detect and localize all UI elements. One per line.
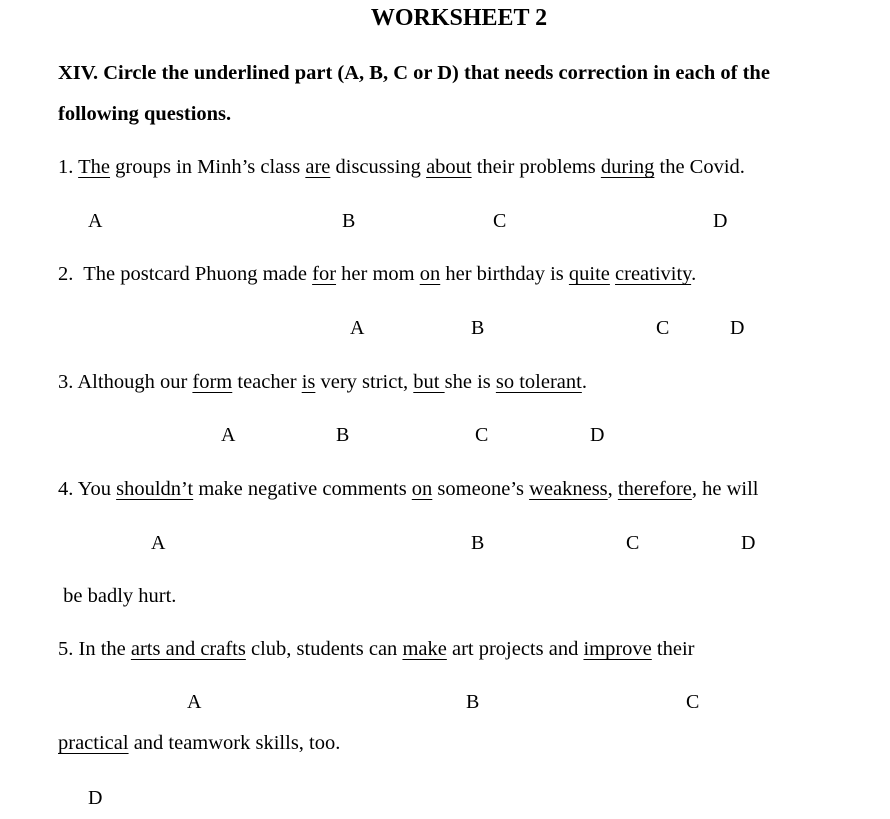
sentence-text: the Covid. [654, 156, 745, 178]
underlined-part: during [600, 156, 655, 178]
question-2-option-a: A [350, 317, 365, 339]
underlined-part: The [78, 156, 111, 178]
question-2-option-d: D [730, 317, 745, 339]
sentence-text: , [607, 478, 618, 500]
sentence-text: their problems [471, 156, 601, 178]
underlined-part: practical [58, 732, 129, 754]
question-2-option-c: C [656, 317, 670, 339]
question-4-continuation [58, 586, 176, 607]
underlined-part: form [192, 371, 233, 393]
sentence-text: be badly hurt. [58, 585, 177, 607]
question-3-option-b: B [336, 424, 350, 446]
sentence-text: . [581, 371, 587, 393]
question-1-option-a: A [88, 210, 103, 232]
question-3-option-c: C [475, 424, 489, 446]
sentence-text: 4. You [58, 478, 117, 500]
instruction-line-2: following questions. [58, 103, 232, 125]
sentence-text: art projects and [446, 638, 584, 660]
question-4-option-a: A [151, 532, 166, 554]
question-4-option-c: C [626, 532, 640, 554]
sentence-text: teacher [232, 371, 302, 393]
question-5-option-d: D [88, 787, 103, 809]
sentence-text: , he will [691, 478, 759, 500]
question-1-option-b: B [342, 210, 356, 232]
question-2-sentence [58, 264, 696, 285]
sentence-text: her birthday is [440, 263, 569, 285]
underlined-part: are [305, 156, 331, 178]
question-5-sentence [58, 639, 695, 660]
sentence-text: groups in Minh’s class [110, 156, 306, 178]
sentence-text: 5. In the [58, 638, 131, 660]
question-3-option-d: D [590, 424, 605, 446]
underlined-part: for [312, 263, 337, 285]
sentence-text: and teamwork skills, too. [128, 732, 341, 754]
instruction-line-1: XIV. Circle the underlined part (A, B, C or D) that needs correction in each of the [58, 62, 770, 84]
underlined-part: about [426, 156, 472, 178]
underlined-part: arts and crafts [130, 638, 246, 660]
underlined-part: creativity [615, 263, 692, 285]
underlined-part: make [402, 638, 447, 660]
question-4-sentence [58, 479, 759, 500]
underlined-part: therefore [617, 478, 692, 500]
sentence-text: their [651, 638, 695, 660]
underlined-part: but [413, 371, 445, 393]
sentence-text: make negative comments [193, 478, 412, 500]
underlined-part: so tolerant [495, 371, 582, 393]
question-4-option-d: D [741, 532, 756, 554]
sentence-text: . [691, 263, 697, 285]
underlined-part: improve [583, 638, 652, 660]
question-5-option-a: A [187, 691, 202, 713]
question-4-option-b: B [471, 532, 485, 554]
sentence-text: she is [444, 371, 496, 393]
page-title: WORKSHEET 2 [370, 5, 548, 31]
question-1-option-c: C [493, 210, 507, 232]
sentence-text: 3. Although our [58, 371, 193, 393]
sentence-text: very strict, [315, 371, 414, 393]
sentence-text: club, students can [245, 638, 403, 660]
question-1-sentence [58, 157, 745, 178]
underlined-part: shouldn’t [116, 478, 194, 500]
question-3-option-a: A [221, 424, 236, 446]
question-3-sentence [58, 372, 587, 393]
sentence-text: 1. [58, 156, 79, 178]
sentence-text: someone’s [432, 478, 530, 500]
sentence-text: her mom [336, 263, 420, 285]
question-5-option-c: C [686, 691, 700, 713]
question-1-option-d: D [713, 210, 728, 232]
sentence-text: discussing [330, 156, 427, 178]
question-5-option-b: B [466, 691, 480, 713]
underlined-part: on [419, 263, 441, 285]
underlined-part: on [411, 478, 433, 500]
underlined-part: is [301, 371, 316, 393]
question-2-option-b: B [471, 317, 485, 339]
underlined-part: weakness [529, 478, 608, 500]
sentence-text: 2. The postcard Phuong made [58, 263, 313, 285]
question-5-continuation [58, 733, 340, 754]
underlined-part: quite [568, 263, 610, 285]
